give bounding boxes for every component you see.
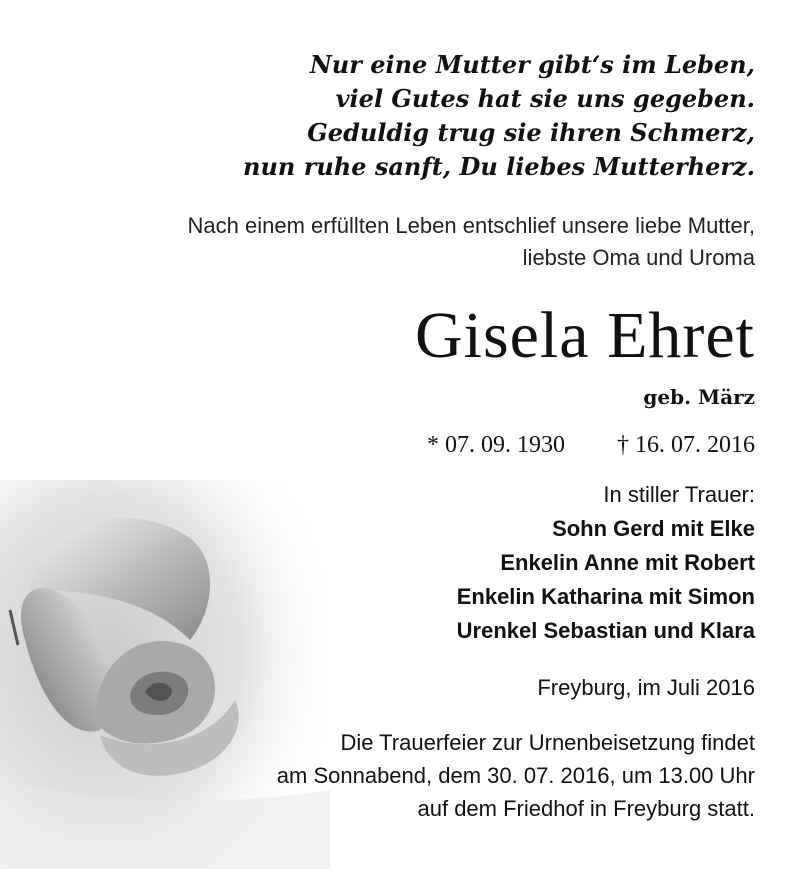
mourner-name: Urenkel Sebastian und Klara [456, 618, 755, 643]
mourner-name: Enkelin Katharina mit Simon [456, 584, 755, 609]
service-line: auf dem Friedhof in Freyburg statt. [417, 796, 755, 821]
mourner-name: Sohn Gerd mit Elke [552, 516, 755, 541]
deceased-name: Gisela Ehret [414, 299, 755, 372]
poem [243, 48, 755, 184]
intro-text [188, 210, 755, 274]
mourner-name: Enkelin Anne mit Robert [500, 550, 755, 575]
service-line: am Sonnabend, dem 30. 07. 2016, um 13.00 Uhr [276, 763, 755, 788]
life-dates [427, 428, 755, 462]
birth-date: * 07. 09. 1930 [427, 432, 565, 458]
death-date: † 16. 07. 2016 [617, 432, 755, 458]
poem-line: Nur eine Mutter gibt‘s im Leben, [309, 50, 755, 79]
place-date: Freyburg, im Juli 2016 [537, 675, 755, 700]
poem-line: nun ruhe sanft, Du liebes Mutterherz. [243, 152, 755, 181]
service-line: Die Trauerfeier zur Urnenbeisetzung findet [340, 730, 755, 755]
service-info [277, 726, 755, 825]
intro-line: Nach einem erfüllten Leben entschlief unsere liebe Mutter, [187, 213, 755, 238]
mourners [457, 478, 755, 648]
poem-line: viel Gutes hat sie uns gegeben. [335, 84, 755, 113]
maiden-name: geb. März [643, 385, 755, 409]
mourners-heading: In stiller Trauer: [603, 482, 755, 507]
intro-line: liebste Oma und Uroma [522, 245, 755, 270]
poem-line: Geduldig trug sie ihren Schmerz, [307, 118, 755, 147]
